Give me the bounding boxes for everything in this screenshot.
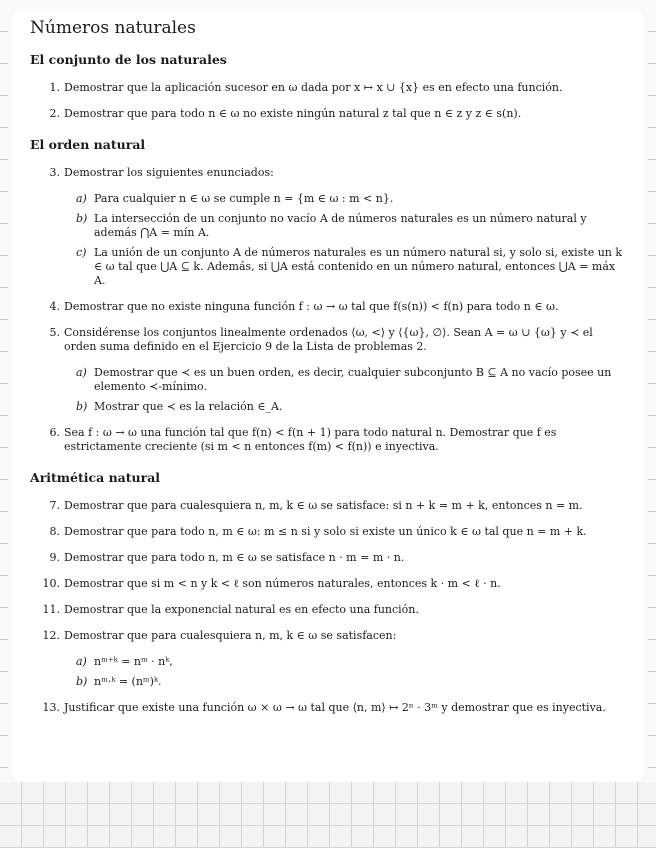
sub-exercise [30, 192, 626, 206]
exercise-number: 4. [49, 300, 60, 313]
exercise-number: 10. [42, 577, 60, 590]
exercise-item [30, 525, 626, 539]
sub-text: Para cualquier n ∈ ω se cumple n = {m ∈ ω : m < n}. [94, 192, 394, 205]
exercise-number: 9. [49, 551, 60, 564]
exercise-text: Justificar que existe una función ω × ω → ω tal que ⟨n, m⟩ ↦ 2ⁿ · 3ᵐ y demostrar que es inyectiva. [64, 701, 606, 714]
page-title: Números naturales [30, 18, 196, 38]
sub-letter: b) [76, 212, 88, 225]
sub-exercise [30, 366, 626, 394]
exercise-text: Considérense los conjuntos linealmente ordenados ⟨ω, <⟩ y ⟨{ω}, ∅⟩. Sean A = ω ∪ {ω} y ≺ el orden suma definido en el Ejercicio 9 de la Lista de problemas 2. [64, 326, 593, 353]
exercise-number: 1. [49, 81, 60, 94]
sub-letter: c) [76, 246, 87, 259]
exercise-text: Demostrar que la exponencial natural es en efecto una función. [64, 603, 419, 616]
exercise-text: Demostrar que si m < n y k < ℓ son números naturales, entonces k · m < ℓ · n. [64, 577, 501, 590]
exercise-number: 5. [49, 326, 60, 339]
sub-exercise [30, 655, 626, 669]
exercise-item [30, 577, 626, 591]
exercise-text: Demostrar que para todo n, m ∈ ω: m ≤ n si y solo si existe un único k ∈ ω tal que n = m + k. [64, 525, 587, 538]
section-heading: El orden natural [30, 137, 146, 152]
sub-text: nᵐ·ᵏ = (nᵐ)ᵏ. [94, 675, 162, 688]
exercise-item [30, 426, 626, 454]
exercise-number: 7. [49, 499, 60, 512]
exercise-item [30, 300, 626, 314]
sub-exercise [30, 400, 626, 414]
exercise-number: 12. [42, 629, 60, 642]
sub-text: Mostrar que ≺ es la relación ∈_A. [94, 400, 283, 413]
sub-text: nᵐ⁺ᵏ = nᵐ · nᵏ, [94, 655, 173, 668]
sub-exercise [30, 212, 626, 240]
exercise-number: 13. [42, 701, 60, 714]
section-heading: Aritmética natural [30, 470, 161, 485]
sub-letter: a) [76, 366, 87, 379]
exercise-number: 8. [49, 525, 60, 538]
exercise-item [30, 326, 626, 354]
exercise-item [30, 603, 626, 617]
exercise-number: 2. [49, 107, 60, 120]
sub-letter: b) [76, 675, 88, 688]
exercise-text: Demostrar que la aplicación sucesor en ω dada por x ↦ x ∪ {x} es en efecto una función. [64, 81, 563, 94]
exercise-number: 6. [49, 426, 60, 439]
left-margin-ticks [0, 0, 8, 780]
exercise-item [30, 499, 626, 513]
sub-text: Demostrar que ≺ es un buen orden, es decir, cualquier subconjunto B ⊆ A no vacío posee un elemento ≺-mínimo. [94, 366, 612, 393]
exercise-item [30, 629, 626, 643]
exercise-item [30, 166, 626, 180]
exercise-item [30, 551, 626, 565]
sub-exercise [30, 675, 626, 689]
section-heading: El conjunto de los naturales [30, 52, 227, 67]
bottom-grid-area [0, 782, 656, 848]
exercise-item [30, 701, 626, 715]
exercise-item [30, 81, 626, 95]
sub-letter: b) [76, 400, 88, 413]
exercise-item [30, 107, 626, 121]
sub-text: La intersección de un conjunto no vacío A de números naturales es un número natural y además ⋂A = mín A. [94, 212, 587, 239]
sub-text: La unión de un conjunto A de números naturales es un número natural si, y solo si, existe un k ∈ ω tal que ⋃A ⊆ k. Además, si ⋃A está contenido en un número natural, entonces ⋃A = máx A. [94, 246, 623, 287]
sub-exercise [30, 246, 626, 288]
sub-letter: a) [76, 655, 87, 668]
exercise-text: Demostrar que no existe ninguna función f : ω → ω tal que f(s(n)) < f(n) para todo n ∈ ω. [64, 300, 559, 313]
exercise-text: Sea f : ω → ω una función tal que f(n) < f(n + 1) para todo natural n. Demostrar que f es estrictamente creciente (si m < n entonces f(m) < f(n)) e inyectiva. [64, 426, 557, 453]
document-content [30, 18, 626, 727]
sub-letter: a) [76, 192, 87, 205]
exercise-text: Demostrar los siguientes enunciados: [64, 166, 274, 179]
exercise-text: Demostrar que para todo n, m ∈ ω se satisface n · m = m · n. [64, 551, 405, 564]
exercise-number: 11. [42, 603, 60, 616]
exercise-text: Demostrar que para cualesquiera n, m, k ∈ ω se satisface: si n + k = m + k, entonces n = m. [64, 499, 583, 512]
exercise-text: Demostrar que para cualesquiera n, m, k ∈ ω se satisfacen: [64, 629, 397, 642]
right-margin-ticks [648, 0, 656, 780]
exercise-text: Demostrar que para todo n ∈ ω no existe ningún natural z tal que n ∈ z y z ∈ s(n). [64, 107, 522, 120]
exercise-number: 3. [49, 166, 60, 179]
